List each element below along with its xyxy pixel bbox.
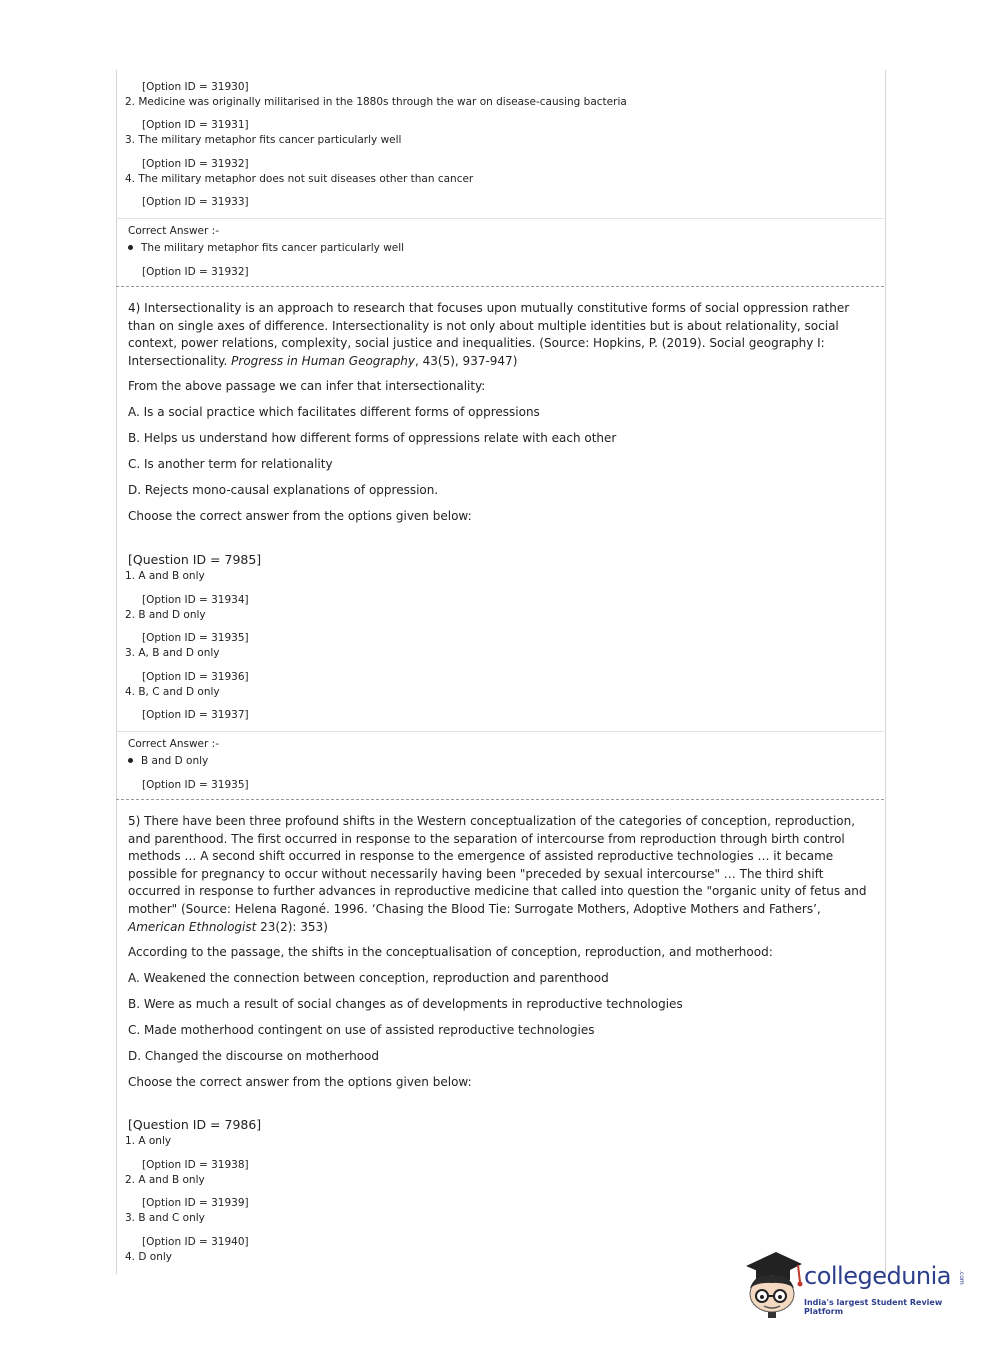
- option-id: [Option ID = 31935]: [142, 779, 249, 791]
- bullet-icon: [128, 245, 133, 250]
- option-3: 3. B and C only: [125, 1212, 205, 1224]
- question-number: 5): [128, 814, 141, 828]
- option-id: [Option ID = 31938]: [142, 1159, 249, 1171]
- citation-tail: 23(2): 353): [256, 919, 328, 934]
- statement-b: B. Were as much a result of social changes as of developments in reproductive technologies: [128, 997, 683, 1011]
- statement-c: C. Is another term for relationality: [128, 457, 333, 471]
- passage-text: There have been three profound shifts in the Western conceptualization of the categories of conception, reproduction, and parenthood. The first occurred in response to the separation of intercourse from reproduction through birth control methods … A second shift occurred in response to the emergence of assisted reproductive technologies … it became possible for pregnancy to occur without necessarily having been "preceded by sexual intercourse" … The third shift occurred in response to further advances in reproductive medicine that called into question the "organic unity of fetus and mother" (Source: Helena Ragoné. 1996. ‘Chasing the Blood Tie: Surrogate Mothers, Adoptive Mothers and Fathers’,: [128, 814, 867, 916]
- option-id: [Option ID = 31932]: [142, 158, 249, 170]
- correct-answer: [128, 242, 404, 254]
- divider: [116, 218, 884, 219]
- passage-text: Intersectionality is an approach to research that focuses upon mutually constitutive forms of social oppression rather than on single axes of difference. Intersectionality is not only about multiple identities but is about relationality, social context, power relations, complexity, social justice and inequalities. (Source: Hopkins, P. (2019). Social geography I: Intersectionality.: [128, 301, 850, 368]
- option-id: [Option ID = 31931]: [142, 119, 249, 131]
- statement-a: A. Weakened the connection between conception, reproduction and parenthood: [128, 971, 609, 985]
- choose-instruction: Choose the correct answer from the options given below:: [128, 1075, 472, 1089]
- option-4: 4. B, C and D only: [125, 686, 220, 698]
- brand-name: collegedunia: [804, 1262, 952, 1290]
- collegedunia-logo: [742, 1248, 972, 1320]
- statement-d: D. Changed the discourse on motherhood: [128, 1049, 379, 1063]
- option-3: 3. The military metaphor fits cancer particularly well: [125, 134, 402, 146]
- q4-passage: [128, 300, 876, 370]
- correct-answer: [128, 755, 208, 767]
- q4-prompt: From the above passage we can infer that intersectionality:: [128, 379, 486, 393]
- mascot-icon: [742, 1248, 804, 1320]
- option-id: [Option ID = 31936]: [142, 671, 249, 683]
- option-4: 4. D only: [125, 1251, 172, 1263]
- q5-passage: [128, 813, 876, 936]
- option-4: 4. The military metaphor does not suit diseases other than cancer: [125, 173, 474, 185]
- brand-domain: .com: [958, 1270, 965, 1285]
- option-2: 2. A and B only: [125, 1174, 205, 1186]
- journal-title: Progress in Human Geography: [231, 353, 416, 368]
- correct-answer-text: The military metaphor fits cancer particularly well: [141, 242, 405, 254]
- option-2: 2. B and D only: [125, 609, 206, 621]
- option-id: [Option ID = 31933]: [142, 196, 249, 208]
- question-id: [Question ID = 7985]: [128, 552, 262, 567]
- question-divider: [116, 286, 884, 287]
- option-id: [Option ID = 31939]: [142, 1197, 249, 1209]
- option-id: [Option ID = 31940]: [142, 1236, 249, 1248]
- statement-d: D. Rejects mono-causal explanations of oppression.: [128, 483, 439, 497]
- option-id: [Option ID = 31934]: [142, 594, 249, 606]
- option-3: 3. A, B and D only: [125, 647, 220, 659]
- option-id: [Option ID = 31937]: [142, 709, 249, 721]
- option-2: 2. Medicine was originally militarised in the 1880s through the war on disease-causing bacteria: [125, 96, 627, 108]
- correct-answer-label: Correct Answer :-: [128, 225, 219, 237]
- option-1: 1. A only: [125, 1135, 172, 1147]
- option-id: [Option ID = 31930]: [142, 81, 249, 93]
- divider: [116, 731, 884, 732]
- journal-title: American Ethnologist: [128, 919, 257, 934]
- question-divider: [116, 799, 884, 800]
- correct-answer-label: Correct Answer :-: [128, 738, 219, 750]
- statement-a: A. Is a social practice which facilitates different forms of oppressions: [128, 405, 540, 419]
- correct-answer-text: B and D only: [141, 755, 209, 767]
- question-number: 4): [128, 301, 141, 315]
- brand-tagline: India's largest Student Review Platform: [804, 1298, 943, 1316]
- statement-b: B. Helps us understand how different forms of oppressions relate with each other: [128, 431, 617, 445]
- citation-tail: , 43(5), 937-947): [415, 353, 518, 368]
- question-id: [Question ID = 7986]: [128, 1117, 262, 1132]
- option-id: [Option ID = 31935]: [142, 632, 249, 644]
- q5-prompt: According to the passage, the shifts in the conceptualisation of conception, reproduction, and motherhood:: [128, 945, 773, 959]
- bullet-icon: [128, 758, 133, 763]
- option-id: [Option ID = 31932]: [142, 266, 249, 278]
- option-1: 1. A and B only: [125, 570, 205, 582]
- statement-c: C. Made motherhood contingent on use of assisted reproductive technologies: [128, 1023, 595, 1037]
- choose-instruction: Choose the correct answer from the options given below:: [128, 509, 472, 523]
